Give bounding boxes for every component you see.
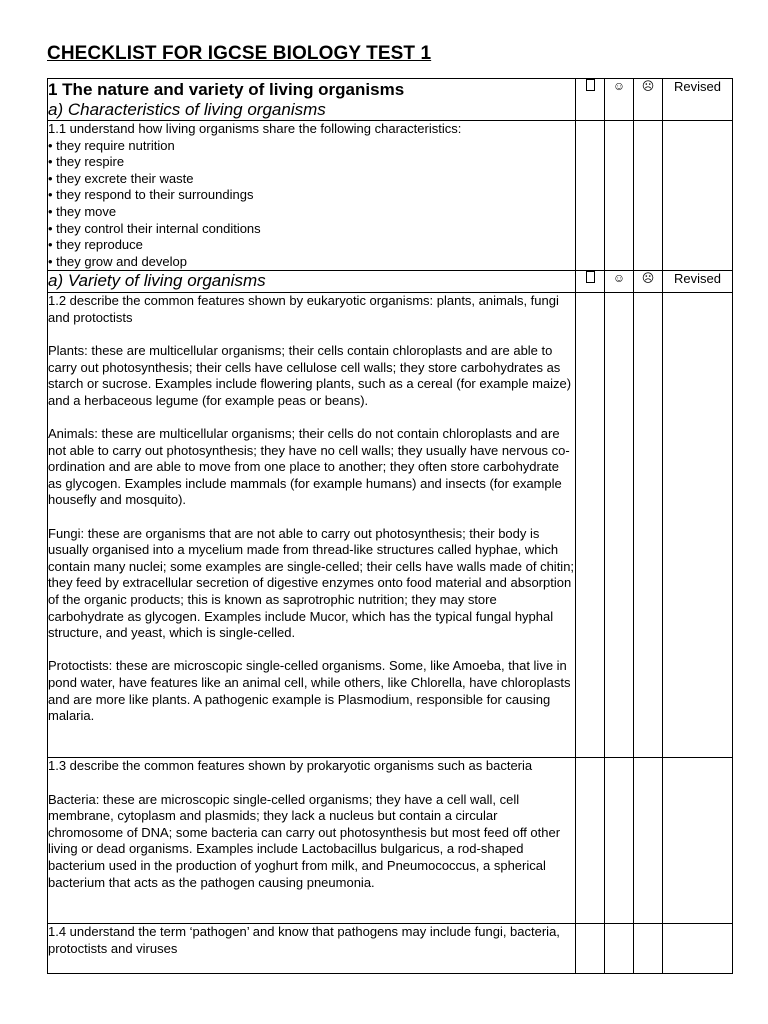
row-1-3-check-box[interactable] xyxy=(576,758,605,924)
row-1-4-content xyxy=(48,924,576,974)
row-1-4-check-happy[interactable] xyxy=(605,924,634,974)
list-item: • they require nutrition xyxy=(48,137,175,153)
subsection-heading: a) Characteristics of living organisms xyxy=(48,100,326,119)
col-box-header-2 xyxy=(576,271,605,293)
row-1-3-intro: 1.3 describe the common features shown by prokaryotic organisms such as bacteria xyxy=(48,758,533,774)
row-1-3-check-revised[interactable] xyxy=(663,758,733,924)
list-item: • they grow and develop xyxy=(48,253,187,269)
row-1-2-check-happy[interactable] xyxy=(605,293,634,758)
table-row xyxy=(48,293,733,758)
smiley-face-icon: ☺ xyxy=(612,79,626,93)
row-1-4-check-box[interactable] xyxy=(576,924,605,974)
row-1-4-check-revised[interactable] xyxy=(663,924,733,974)
section-heading-cell xyxy=(48,79,576,121)
row-1-2-check-sad[interactable] xyxy=(634,293,663,758)
row-1-2-check-revised[interactable] xyxy=(663,293,733,758)
checklist-table xyxy=(47,78,733,974)
col-revised-header: Revised xyxy=(663,79,733,121)
animals-paragraph: Animals: these are multicellular organisms; their cells do not contain chloroplasts and are not able to carry out photosynthesis; they have no cell walls; they usually have nervous co-ordination and are able to move from one place to another; they often store carbohydrate as glycogen. Examples include mammals (for example humans) and insects (for example housefly and mosquito). xyxy=(48,426,570,508)
subsection-heading-cell xyxy=(48,271,576,293)
plants-paragraph: Plants: these are multicellular organisms; their cells contain chloroplasts and are able to carry out photosynthesis; their cells have cellulose cell walls; they store carbohydrates as starch or sucrose. Examples include flowering plants, such as a cereal (for example maize) and a herbaceous legume (for example peas or beans). xyxy=(48,343,572,408)
row-1-2-intro: 1.2 describe the common features shown by eukaryotic organisms: plants, animals, fungi and protoctists xyxy=(48,293,559,325)
list-item: • they excrete their waste xyxy=(48,170,194,186)
col-box-header xyxy=(576,79,605,121)
table-row xyxy=(48,758,733,924)
row-1-3-check-sad[interactable] xyxy=(634,758,663,924)
row-1-1-check-revised[interactable] xyxy=(663,121,733,271)
fungi-paragraph: Fungi: these are organisms that are not able to carry out photosynthesis; their body is usually organised into a mycelium made from thread-like structures called hyphae, which contain many nuclei; some examples are single-celled; their cells have walls made of chitin; they feed by extracellular secretion of digestive enzymes onto food material and absorption of the organic products; this is known as saprotrophic nutrition; they may store carbohydrate as glycogen. Examples include Mucor, which has the typical fungal hyphal structure, and yeast, which is single-celled. xyxy=(48,525,575,641)
row-1-3-content xyxy=(48,758,576,924)
row-1-3-check-happy[interactable] xyxy=(605,758,634,924)
smiley-face-icon: ☺ xyxy=(612,271,626,286)
col-happy-header xyxy=(605,79,634,121)
header-row xyxy=(48,79,733,121)
row-1-4-check-sad[interactable] xyxy=(634,924,663,974)
row-1-1-check-box[interactable] xyxy=(576,121,605,271)
table-row xyxy=(48,924,733,974)
col-revised-header-2: Revised xyxy=(663,271,733,293)
section-heading: 1 The nature and variety of living organisms xyxy=(48,80,405,99)
checkbox-icon xyxy=(586,79,595,91)
list-item: • they respond to their surroundings xyxy=(48,187,254,203)
row-1-1-check-sad[interactable] xyxy=(634,121,663,271)
bacteria-paragraph: Bacteria: these are microscopic single-celled organisms; they have a cell wall, cell membrane, cytoplasm and plasmids; they lack a nucleus but contain a circular chromosome of DNA; some bacteria can carry out photosynthesis but most feed off other living or dead organisms. Examples include Lactobacillus bulgaricus, a rod-shaped bacterium used in the production of yoghurt from milk, and Pneumococcus, a spherical bacterium that acts as the pathogen causing pneumonia. xyxy=(48,791,561,890)
page-title: CHECKLIST FOR IGCSE BIOLOGY TEST 1 xyxy=(47,43,432,64)
checkbox-icon xyxy=(586,271,595,283)
subsection-heading-2: a) Variety of living organisms xyxy=(48,271,266,291)
header-row-2 xyxy=(48,271,733,293)
sad-face-icon: ☹ xyxy=(641,79,655,93)
list-item: • they control their internal conditions xyxy=(48,220,261,236)
col-happy-header-2 xyxy=(605,271,634,293)
list-item: • they respire xyxy=(48,154,125,170)
col-sad-header-2 xyxy=(634,271,663,293)
row-1-2-check-box[interactable] xyxy=(576,293,605,758)
table-row xyxy=(48,121,733,271)
row-1-2-content xyxy=(48,293,576,758)
list-item: • they move xyxy=(48,203,117,219)
protoctists-paragraph: Protoctists: these are microscopic single-celled organisms. Some, like Amoeba, that live in pond water, have features like an animal cell, while others, like Chlorella, have chloroplasts and are more like plants. A pathogenic example is Plasmodium, responsible for causing malaria. xyxy=(48,658,571,724)
col-sad-header xyxy=(634,79,663,121)
list-item: • they reproduce xyxy=(48,237,143,253)
sad-face-icon: ☹ xyxy=(641,271,655,286)
row-1-1-check-happy[interactable] xyxy=(605,121,634,271)
row-1-1-content xyxy=(48,121,576,271)
row-1-1-intro: 1.1 understand how living organisms share the following characteristics: xyxy=(48,121,462,136)
row-1-4-intro: 1.4 understand the term ‘pathogen’ and know that pathogens may include fungi, bacteria, protoctists and viruses xyxy=(48,924,560,956)
